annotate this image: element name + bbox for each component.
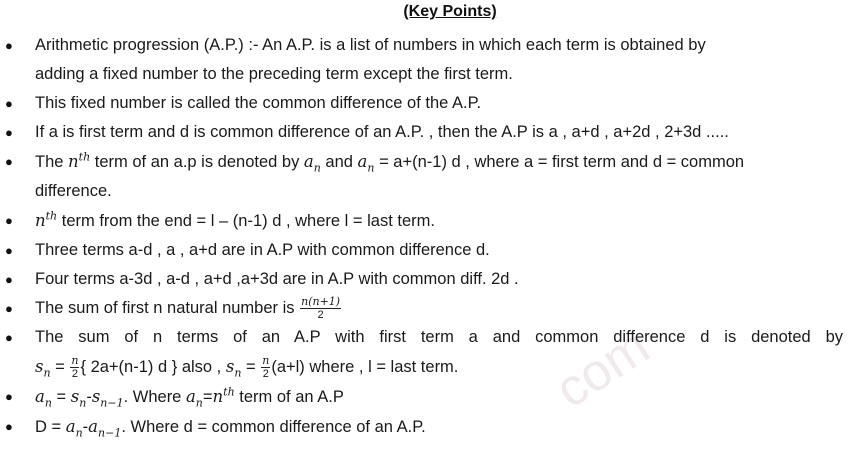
list-item xyxy=(0,323,851,382)
list-item xyxy=(0,382,851,412)
text-segment: . Where d = common difference of an A.P. xyxy=(121,418,426,436)
point-text-line1: Arithmetic progression (A.P.) :- An A.P. is a list of numbers in which each term is obtained by xyxy=(35,36,706,54)
math-sub-n: n xyxy=(313,161,321,175)
text-segment: = xyxy=(202,388,213,406)
math-a: a xyxy=(65,417,76,436)
fraction xyxy=(70,355,79,380)
math-a: a xyxy=(185,387,196,406)
math-n: n xyxy=(35,211,46,230)
math-sub-n: n xyxy=(79,396,87,410)
text-segment: term from the end = l – (n-1) d , where l = last term. xyxy=(57,212,435,230)
point-text-line2 xyxy=(35,352,843,382)
list-item xyxy=(0,31,851,89)
point-text: If a is first term and d is common difference of an A.P. , then the A.P is a , a+d , a+2d , 2+3d ..... xyxy=(35,123,729,141)
text-segment: term of an a.p is denoted by xyxy=(90,153,304,171)
math-a: a xyxy=(357,152,368,171)
fraction-numerator: n xyxy=(71,354,79,368)
point-text: Three terms a-d , a , a+d are in A.P with common difference d. xyxy=(35,241,490,259)
point-text-line2: adding a fixed number to the preceding term except the first term. xyxy=(35,65,513,83)
text-segment: (a+l) where , l = last term. xyxy=(271,358,459,376)
bullet-icon: ● xyxy=(5,243,13,258)
text-segment: . Where xyxy=(123,388,186,406)
math-n: n xyxy=(212,387,224,406)
math-s: s xyxy=(225,357,235,376)
text-segment: = xyxy=(51,388,71,406)
text-segment: - xyxy=(86,388,92,406)
fraction xyxy=(261,355,270,380)
math-sub-n-minus-1: n−1 xyxy=(100,396,124,410)
math-n: n xyxy=(68,152,79,171)
fraction-denominator: 2 xyxy=(317,309,324,322)
bullet-icon: ● xyxy=(5,272,13,287)
list-item xyxy=(0,265,851,294)
list-item xyxy=(0,236,851,265)
watermark: com xyxy=(545,317,660,420)
text-segment: = xyxy=(50,358,70,376)
math-sub-n: n xyxy=(43,366,51,380)
text-segment: D = xyxy=(35,418,66,436)
bullet-icon: ● xyxy=(5,330,13,345)
text-segment: { 2a+(n-1) d } also , xyxy=(80,358,226,376)
math-s: s xyxy=(35,357,44,376)
math-a: a xyxy=(88,417,99,436)
text-segment: term of an A.P xyxy=(234,388,344,406)
text-segment: = xyxy=(241,358,261,376)
key-points-list xyxy=(0,31,851,442)
fraction xyxy=(300,296,341,321)
list-item xyxy=(0,89,851,118)
fraction-numerator: n xyxy=(262,354,270,368)
list-item xyxy=(0,206,851,236)
math-sub-n: n xyxy=(75,426,83,440)
bullet-icon: ● xyxy=(5,419,13,434)
text-segment: The xyxy=(35,153,69,171)
bullet-icon: ● xyxy=(5,96,13,111)
list-item xyxy=(0,147,851,206)
page-title: (Key Points) xyxy=(403,3,497,20)
fraction-numerator: n(n+1) xyxy=(301,295,341,309)
fraction-denominator: 2 xyxy=(71,368,78,381)
math-sub-n: n xyxy=(44,396,52,410)
text-segment: The sum of first n natural number is xyxy=(35,299,300,317)
bullet-icon: ● xyxy=(5,213,13,228)
math-th: th xyxy=(45,209,58,223)
math-a: a xyxy=(35,387,45,406)
text-segment: = a+(n-1) d , where a = first term and d = common xyxy=(374,153,745,171)
point-text: Four terms a-3d , a-d , a+d ,a+3d are in A.P with common diff. 2d . xyxy=(35,270,519,288)
point-text: This fixed number is called the common difference of the A.P. xyxy=(35,94,482,112)
list-item xyxy=(0,294,851,323)
point-text-line1: The sum of n terms of an A.P with first term a and common difference d is denoted by xyxy=(35,328,843,346)
math-s: s xyxy=(70,387,80,406)
fraction-denominator: 2 xyxy=(262,368,269,381)
math-th: th xyxy=(223,385,235,399)
math-sub-n-minus-1: n−1 xyxy=(98,426,122,440)
bullet-icon: ● xyxy=(5,301,13,316)
point-text-line1 xyxy=(35,147,843,177)
math-a: a xyxy=(303,152,314,171)
point-text-line2: difference. xyxy=(35,182,112,200)
math-sub-n: n xyxy=(195,396,203,410)
text-segment: and xyxy=(320,153,358,171)
math-th: th xyxy=(78,150,91,164)
math-sub-n: n xyxy=(367,161,375,175)
bullet-icon: ● xyxy=(5,38,13,53)
math-sub-n: n xyxy=(234,366,242,380)
bullet-icon: ● xyxy=(5,389,13,404)
list-item xyxy=(0,118,851,147)
bullet-icon: ● xyxy=(5,154,13,169)
text-segment: - xyxy=(82,418,89,436)
math-s: s xyxy=(91,387,101,406)
bullet-icon: ● xyxy=(5,125,13,140)
list-item xyxy=(0,412,851,442)
